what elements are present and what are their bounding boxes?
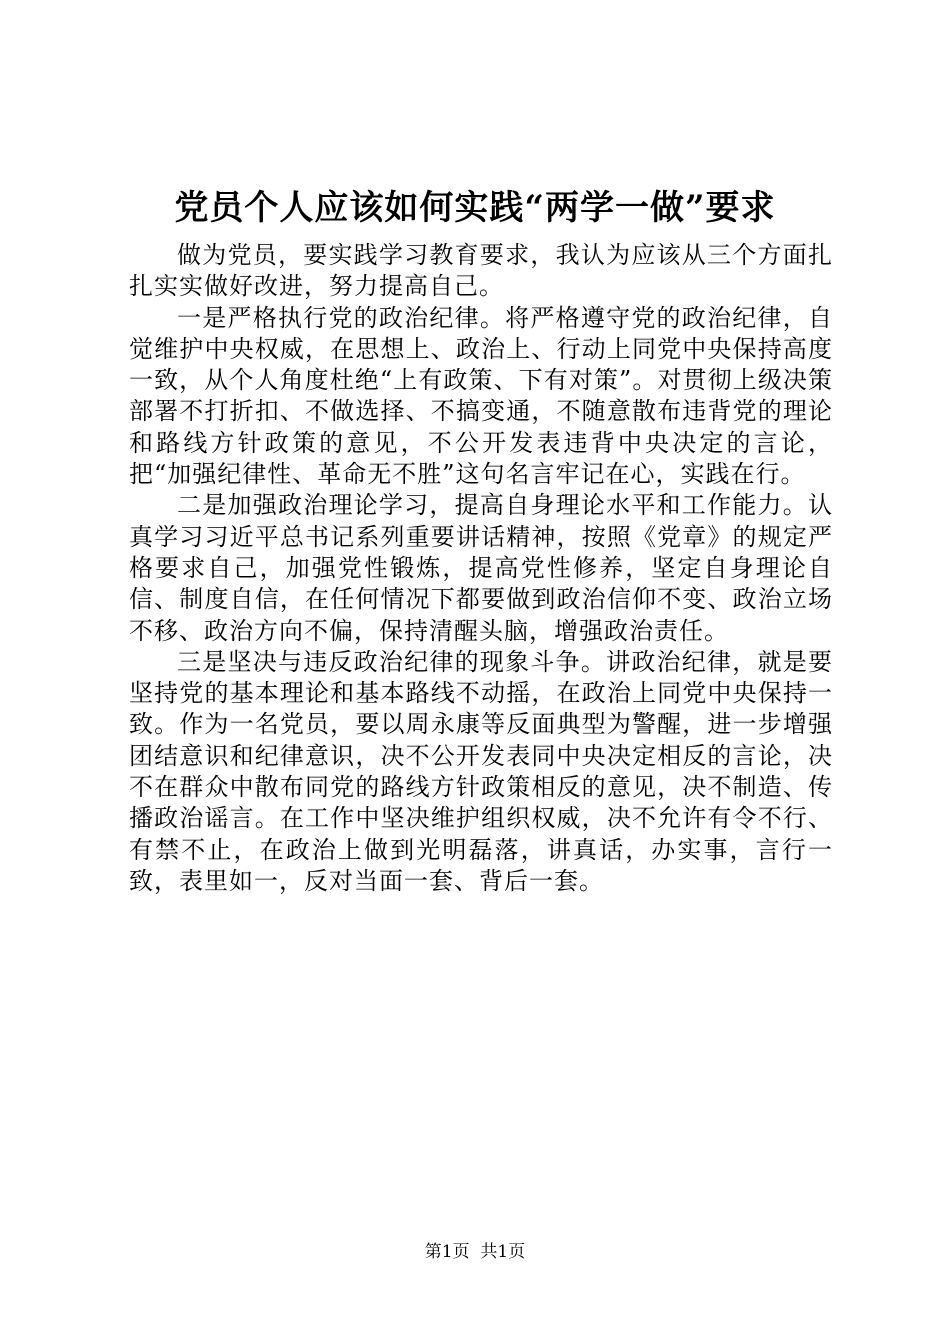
paragraph-intro: 做为党员，要实践学习教育要求，我认为应该从三个方面扎扎实实做好改进，努力提高自己。 xyxy=(129,241,833,301)
paragraph-point-two: 二是加强政治理论学习，提高自身理论水平和工作能力。认真学习习近平总书记系列重要讲话精神，按照《党章》的规定严格要求自己，加强党性锻炼，提高党性修养，坚定自身理论自信、制度自信，在任何情况下都要做到政治信仰不变、政治立场不移、政治方向不偏，保持清醒头脑，增强政治责任。 xyxy=(129,491,833,645)
page-number-label: 第1页 共1页 xyxy=(424,1242,526,1262)
document-body xyxy=(129,240,833,897)
paragraph-point-one: 一是严格执行党的政治纪律。将严格遵守党的政治纪律，自觉维护中央权威，在思想上、政治上、行动上同党中央保持高度一致，从个人角度杜绝“上有政策、下有对策”。对贯彻上级决策部署不打折扣、不做选择、不搞变通，不随意散布违背党的理论和路线方针政策的意见，不公开发表违背中央决定的言论，把“加强纪律性、革命无不胜”这句名言牢记在心，实践在行。 xyxy=(129,303,833,489)
page-footer xyxy=(0,1240,950,1264)
document-title: 党员个人应该如何实践“两学一做”要求 xyxy=(174,188,776,228)
paragraph-point-three: 三是坚决与违反政治纪律的现象斗争。讲政治纪律，就是要坚持党的基本理论和基本路线不动摇，在政治上同党中央保持一致。作为一名党员，要以周永康等反面典型为警醒，进一步增强团结意识和纪律意识，决不公开发表同中央决定相反的言论，决不在群众中散布同党的路线方针政策相反的意见，决不制造、传播政治谣言。在工作中坚决维护组织权威，决不允许有令不行、有禁不止，在政治上做到光明磊落，讲真话，办实事，言行一致，表里如一，反对当面一套、背后一套。 xyxy=(129,647,833,895)
